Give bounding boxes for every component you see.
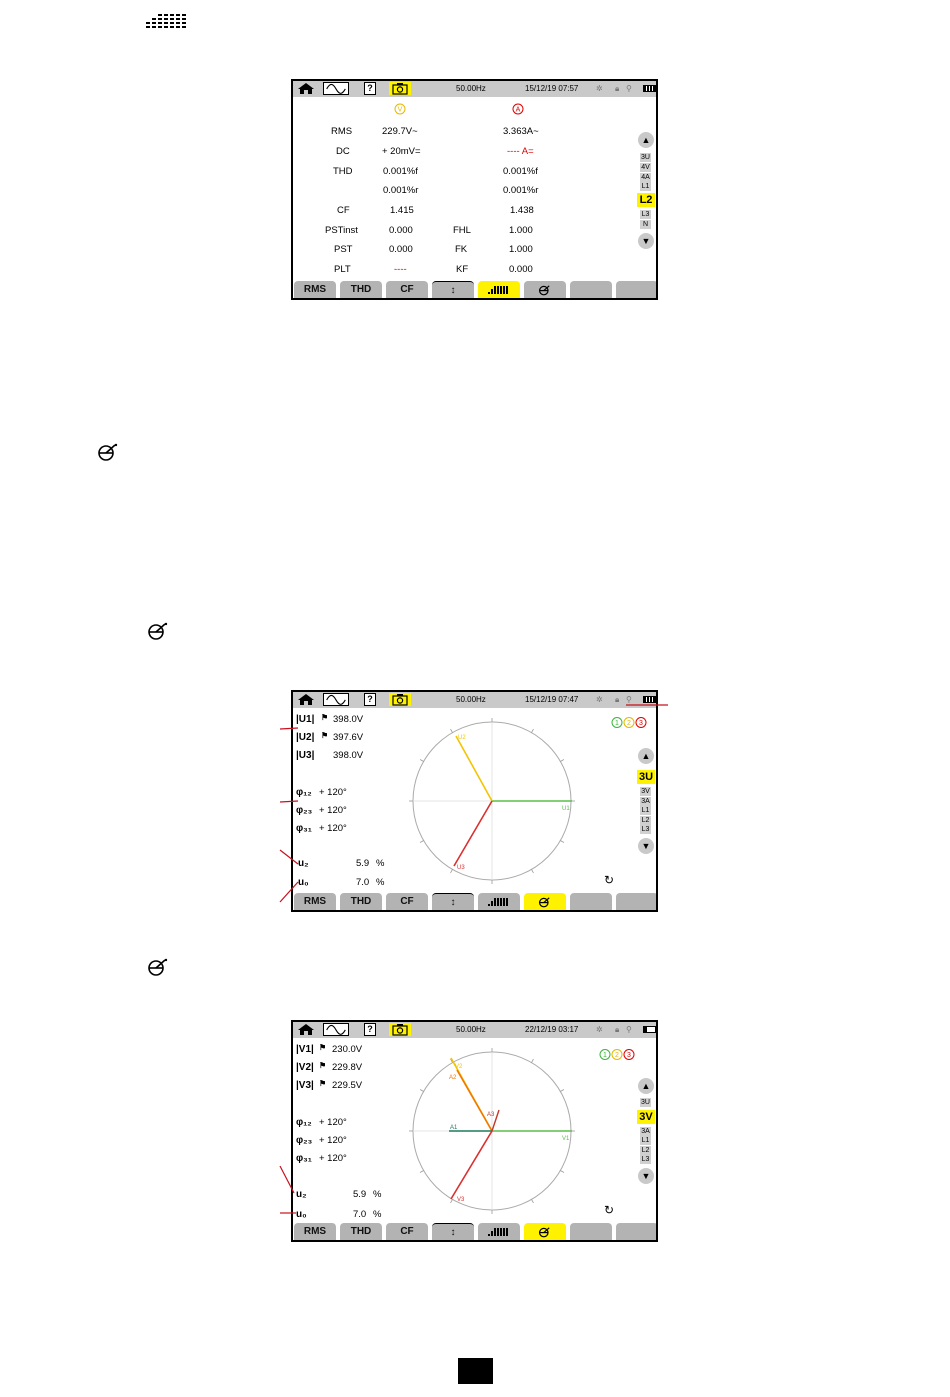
help-icon[interactable]: ? <box>364 693 376 706</box>
svg-text:A: A <box>515 106 521 114</box>
unbalance-unit: % <box>376 877 385 888</box>
datetime-readout: 15/12/19 07:47 <box>525 695 579 704</box>
tab-cf[interactable]: CF <box>386 1223 428 1240</box>
row-label: RMS <box>331 126 353 137</box>
phase-value: + 120° <box>319 1117 347 1128</box>
help-icon[interactable]: ? <box>364 82 376 95</box>
tab-minmax[interactable]: ↕ <box>432 281 474 298</box>
lock-icon: 🔒︎ <box>615 84 620 93</box>
tab-rms[interactable]: RMS <box>294 893 336 910</box>
flag-icon: ⚑ <box>321 713 329 722</box>
network-icon: ⚲ <box>626 695 632 704</box>
status-bar <box>293 1022 656 1038</box>
voltage-value: 0.000 <box>389 225 413 236</box>
tab-minmax[interactable]: ↕ <box>432 893 474 910</box>
page-number-box <box>458 1358 493 1384</box>
frequency-readout: 50.00Hz <box>456 1025 486 1034</box>
callout-lines <box>270 1160 310 1220</box>
channel-chip[interactable]: L3 <box>641 826 650 833</box>
row-label: PST <box>334 244 353 255</box>
phasor-label: U1 <box>562 806 570 812</box>
function-bar <box>293 1222 656 1240</box>
frequency-readout: 50.00Hz <box>456 84 486 93</box>
lock-icon: 🔒︎ <box>615 695 620 704</box>
tab-rms[interactable]: RMS <box>294 281 336 298</box>
unbalance-value: 7.0 <box>356 877 370 888</box>
unbalance-unit: % <box>376 858 385 869</box>
magnitude-value: 229.5V <box>332 1080 363 1091</box>
tab-rms[interactable]: RMS <box>294 1223 336 1240</box>
phase-label: φ₁₂ <box>296 787 312 798</box>
tab-empty[interactable] <box>570 281 612 298</box>
mid-label: KF <box>456 264 469 275</box>
battery-icon <box>643 85 656 92</box>
channel-chip[interactable]: L3 <box>641 1156 650 1163</box>
tab-cf[interactable]: CF <box>386 281 428 298</box>
channel-chip[interactable]: 3U <box>641 154 650 161</box>
help-icon[interactable]: ? <box>364 1023 376 1036</box>
scroll-up-icon[interactable]: ▲ <box>638 1078 654 1094</box>
current-value: 3.363A~ <box>503 126 539 137</box>
voltage-value: 0.000 <box>389 244 413 255</box>
phase-label: φ₂₃ <box>296 1135 313 1146</box>
svg-text:2: 2 <box>615 1052 619 1059</box>
phase-value: + 120° <box>319 823 347 834</box>
unbalance-unit: % <box>373 1209 382 1220</box>
tab-thd[interactable]: THD <box>340 281 382 298</box>
function-bar <box>293 280 656 298</box>
magnitude-label: |U2| <box>296 732 315 743</box>
scroll-down-icon[interactable]: ▼ <box>638 838 654 854</box>
magnitude-value: 398.0V <box>333 750 364 761</box>
channel-chip[interactable]: L1 <box>641 1137 650 1144</box>
mid-label: FK <box>455 244 468 255</box>
unbalance-value: 7.0 <box>353 1209 367 1220</box>
row-label: THD <box>333 166 353 177</box>
channel-selected[interactable]: 3V <box>637 1110 655 1124</box>
svg-text:1: 1 <box>615 720 619 727</box>
row-label: CF <box>337 205 350 216</box>
phasor-icon <box>97 442 119 462</box>
svg-text:1: 1 <box>603 1052 607 1059</box>
voltage-value: 0.001%f <box>383 166 418 177</box>
battery-icon <box>643 1026 656 1033</box>
phasor-label: V3 <box>457 1197 465 1203</box>
magnitude-label: |V1| <box>296 1044 314 1055</box>
current-value: 1.000 <box>509 225 533 236</box>
mid-label: FHL <box>453 225 471 236</box>
harmonics-icon <box>146 12 188 30</box>
current-value: 1.000 <box>509 244 533 255</box>
current-value: 0.000 <box>509 264 533 275</box>
current-value: ---- A= <box>507 146 534 157</box>
datetime-readout: 22/12/19 03:17 <box>525 1025 579 1034</box>
voltage-value: 0.001%r <box>383 185 419 196</box>
camera-icon[interactable] <box>389 82 411 95</box>
channel-chip[interactable]: L3 <box>641 211 650 218</box>
scroll-up-icon[interactable]: ▲ <box>638 132 654 148</box>
phasor-label: U2 <box>458 735 466 741</box>
phasor-diagram <box>405 1048 579 1216</box>
current-value: 0.001%r <box>503 185 539 196</box>
unbalance-label: u₂ <box>298 858 309 869</box>
scroll-up-icon[interactable]: ▲ <box>638 748 654 764</box>
unbalance-label: u₂ <box>296 1189 307 1200</box>
network-icon: ⚲ <box>626 84 632 93</box>
screen-phasor-3v <box>291 1020 658 1242</box>
channel-chip[interactable]: 3A <box>641 798 650 805</box>
tab-harmonics[interactable] <box>478 281 520 298</box>
tab-phasor[interactable] <box>524 1223 566 1240</box>
unbalance-label: u₀ <box>298 877 309 888</box>
lock-icon: 🔒︎ <box>615 1025 620 1034</box>
unbalance-unit: % <box>373 1189 382 1200</box>
flag-icon: ⚑ <box>319 1061 327 1070</box>
channel-chip[interactable]: 3V <box>641 788 650 795</box>
current-value: 0.001%f <box>503 166 538 177</box>
channel-chip[interactable]: 4A <box>641 174 650 181</box>
channel-selected[interactable]: 3U <box>638 771 654 783</box>
phasor-icon <box>147 957 169 977</box>
phase-value: + 120° <box>319 1153 347 1164</box>
datetime-readout: 15/12/19 07:57 <box>525 84 579 93</box>
tab-thd[interactable]: THD <box>340 1223 382 1240</box>
magnitude-label: |U1| <box>296 714 315 725</box>
flag-icon: ⚑ <box>319 1043 327 1052</box>
screen-harmonics-table <box>291 79 658 300</box>
magnitude-value: 229.8V <box>332 1062 363 1073</box>
channel-selected[interactable]: L2 <box>637 193 655 207</box>
channel-chip[interactable]: N <box>640 220 651 229</box>
phase-label: φ₁₂ <box>296 1117 312 1128</box>
magnitude-value: 397.6V <box>333 732 364 743</box>
phasor-icon <box>538 1226 552 1238</box>
magnitude-value: 398.0V <box>333 714 364 725</box>
gear-icon: ✲ <box>596 1025 603 1034</box>
channel-chip[interactable]: L1 <box>641 807 650 814</box>
svg-text:3: 3 <box>639 720 643 727</box>
scroll-down-icon[interactable]: ▼ <box>638 233 654 249</box>
phase-label: φ₃₁ <box>296 1153 312 1164</box>
network-icon: ⚲ <box>626 1025 632 1034</box>
voltage-value: + 20mV= <box>382 146 421 157</box>
rotation-icon: ↻ <box>604 873 615 887</box>
row-label: PSTinst <box>325 225 358 236</box>
phase-label: φ₃₁ <box>296 823 312 834</box>
phasor-label: U3 <box>457 865 465 871</box>
unbalance-label: u₀ <box>296 1209 307 1220</box>
current-channel-icon <box>512 103 524 115</box>
phase-value: + 120° <box>319 805 347 816</box>
tab-cf[interactable]: CF <box>386 893 428 910</box>
rotation-icon: ↻ <box>604 1203 615 1217</box>
phase-value: + 120° <box>319 1135 347 1146</box>
phasor-icon <box>147 621 169 641</box>
phasor-icon <box>538 284 552 296</box>
tab-thd[interactable]: THD <box>340 893 382 910</box>
frequency-readout: 50.00Hz <box>456 695 486 704</box>
svg-text:V: V <box>397 106 403 114</box>
home-icon[interactable] <box>297 82 315 95</box>
svg-text:2: 2 <box>627 720 631 727</box>
waveform-icon[interactable] <box>323 1023 349 1036</box>
channel-chip[interactable]: L1 <box>641 183 650 190</box>
callout-lines <box>270 690 680 910</box>
harmonics-icon <box>488 1227 510 1237</box>
phasor-label: A1 <box>450 1125 458 1131</box>
home-icon[interactable] <box>297 1023 315 1036</box>
tab-empty[interactable] <box>616 1223 658 1240</box>
magnitude-label: |V3| <box>296 1080 314 1091</box>
magnitude-value: 230.0V <box>332 1044 363 1055</box>
magnitude-label: |V2| <box>296 1062 314 1073</box>
channel-chip[interactable]: 4V <box>641 164 650 171</box>
phase-order-icon <box>599 1048 637 1061</box>
flag-icon: ⚑ <box>321 731 329 740</box>
gear-icon: ✲ <box>596 84 603 93</box>
channel-chip[interactable]: 3A <box>641 1128 650 1135</box>
status-bar <box>293 81 656 97</box>
harmonics-icon <box>488 285 510 295</box>
channel-chip[interactable]: 3U <box>641 1099 650 1106</box>
channel-chip[interactable]: L2 <box>641 817 650 824</box>
magnitude-label: |U3| <box>296 750 315 761</box>
tab-empty[interactable] <box>570 1223 612 1240</box>
unbalance-value: 5.9 <box>356 858 370 869</box>
voltage-value: ---- <box>394 264 407 275</box>
phasor-label: V1 <box>562 1136 570 1142</box>
svg-text:3: 3 <box>627 1052 631 1059</box>
tab-harmonics[interactable] <box>478 1223 520 1240</box>
voltage-value: 1.415 <box>390 205 414 216</box>
phasor-label: A3 <box>487 1112 495 1118</box>
waveform-icon[interactable] <box>323 82 349 95</box>
unbalance-value: 5.9 <box>353 1189 367 1200</box>
gear-icon: ✲ <box>596 695 603 704</box>
voltage-value: 229.7V~ <box>382 126 418 137</box>
row-label: DC <box>336 146 350 157</box>
phase-value: + 120° <box>319 787 347 798</box>
row-label: PLT <box>334 264 351 275</box>
tab-phasor[interactable] <box>524 281 566 298</box>
phasor-label: V2 <box>455 1064 463 1070</box>
camera-icon[interactable] <box>389 1023 411 1036</box>
current-value: 1.438 <box>510 205 534 216</box>
phase-label: φ₂₃ <box>296 805 313 816</box>
flag-icon: ⚑ <box>319 1079 327 1088</box>
phasor-label: A2 <box>449 1075 457 1081</box>
tab-empty[interactable] <box>616 281 658 298</box>
channel-chip[interactable]: L2 <box>641 1147 650 1154</box>
voltage-channel-icon <box>394 103 406 115</box>
tab-minmax[interactable]: ↕ <box>432 1223 474 1240</box>
scroll-down-icon[interactable]: ▼ <box>638 1168 654 1184</box>
